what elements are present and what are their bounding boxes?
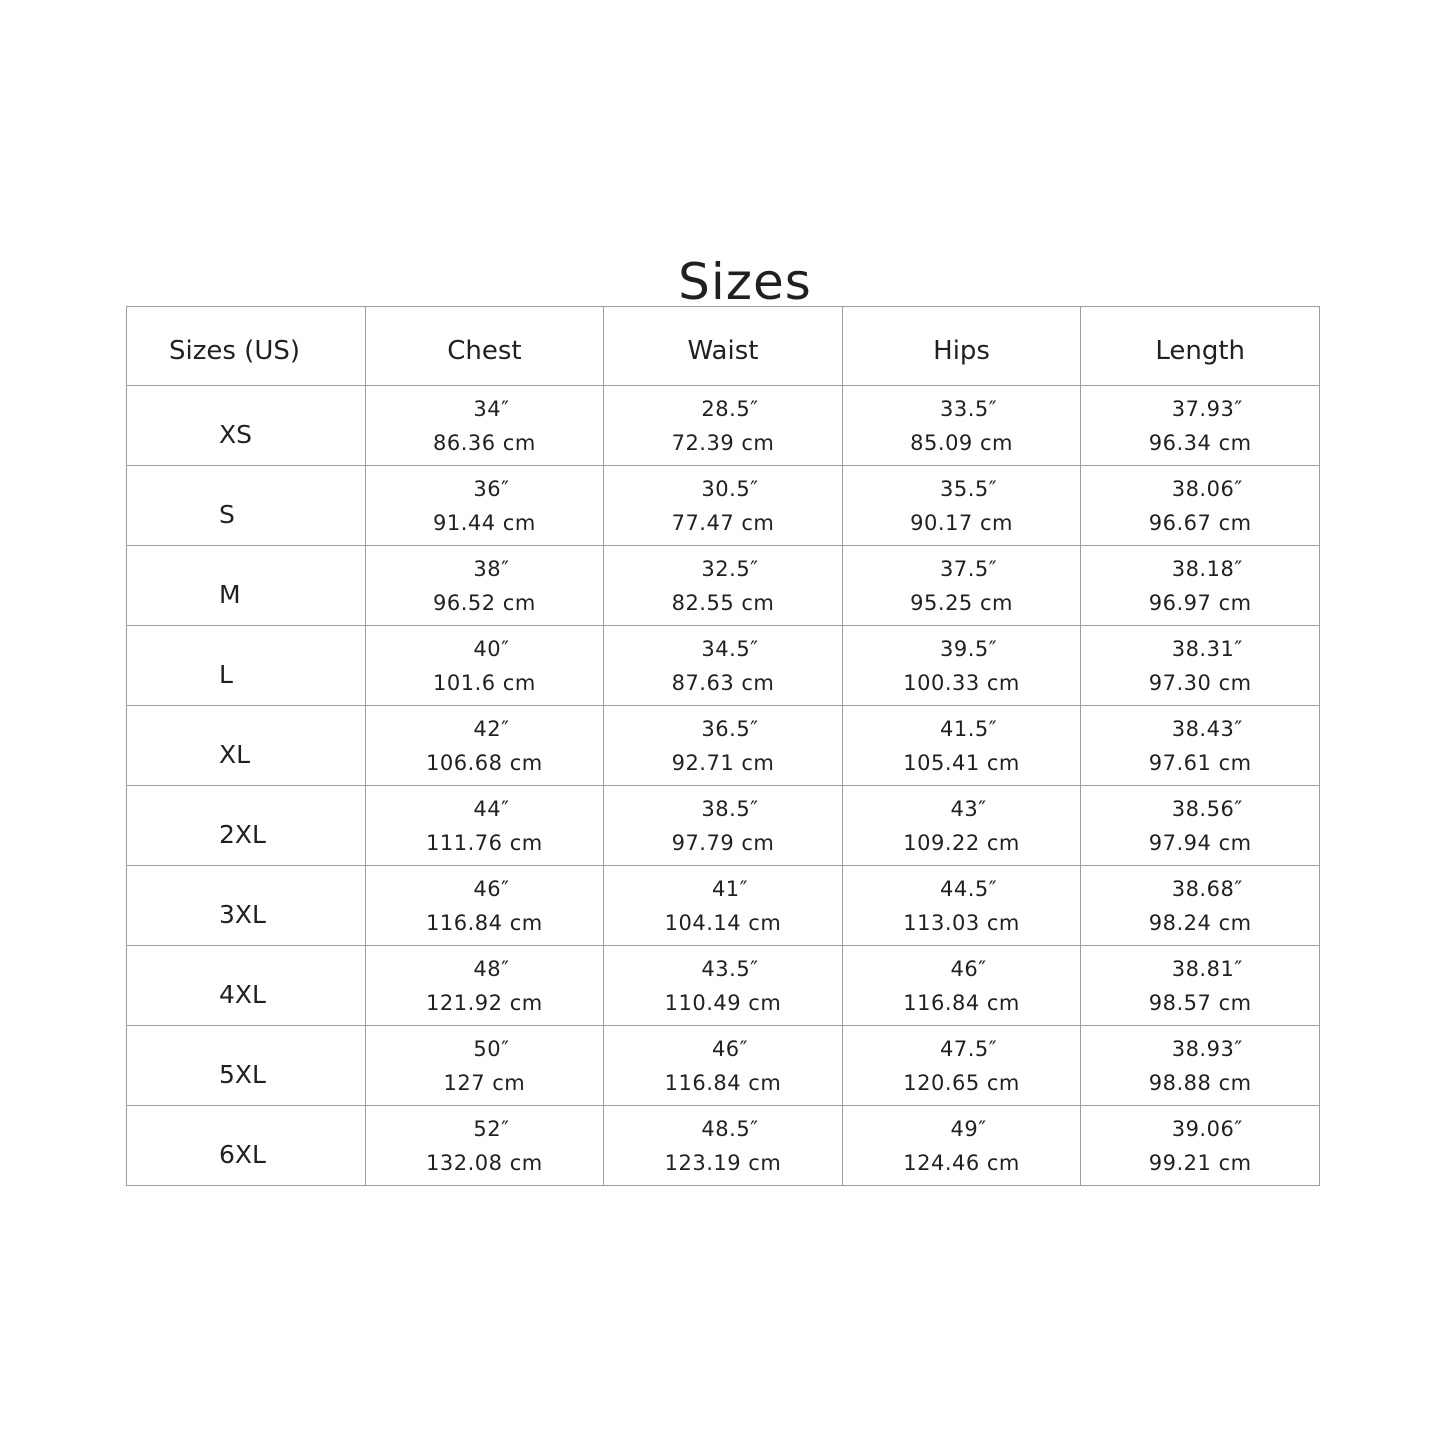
length-cell [1081, 1026, 1320, 1106]
length-cell [1081, 466, 1320, 546]
table-row [127, 786, 1320, 866]
chest-inches: 52″ [473, 1116, 510, 1141]
waist-centimeters: 116.84 cm [664, 1070, 782, 1095]
hips-centimeters: 109.22 cm [903, 830, 1020, 855]
table-row [127, 946, 1320, 1026]
chest-centimeters: 116.84 cm [426, 910, 543, 935]
size-label: 4XL [127, 946, 366, 1026]
chest-inches: 50″ [473, 1036, 510, 1061]
table-row [127, 1106, 1320, 1186]
hips-inches: 43″ [950, 796, 987, 821]
chest-inches: 40″ [473, 636, 510, 661]
size-label: 6XL [127, 1106, 366, 1186]
waist-inches: 30.5″ [701, 476, 759, 501]
chest-cell [365, 786, 604, 866]
hips-centimeters: 90.17 cm [910, 510, 1013, 535]
size-label: L [127, 626, 366, 706]
waist-cell [604, 706, 843, 786]
size-label: M [127, 546, 366, 626]
hips-inches: 49″ [950, 1116, 987, 1141]
column-header-waist: Waist [604, 307, 843, 386]
length-cell [1081, 706, 1320, 786]
chest-centimeters: 132.08 cm [426, 1150, 543, 1175]
hips-centimeters: 95.25 cm [910, 590, 1013, 615]
length-centimeters: 96.34 cm [1148, 430, 1252, 455]
waist-inches: 28.5″ [701, 396, 759, 421]
chest-cell [365, 706, 604, 786]
chest-inches: 34″ [473, 396, 510, 421]
length-inches: 38.56″ [1171, 796, 1243, 821]
length-inches: 38.43″ [1171, 716, 1243, 741]
waist-inches: 43.5″ [701, 956, 759, 981]
hips-cell [842, 706, 1081, 786]
hips-centimeters: 85.09 cm [910, 430, 1013, 455]
waist-cell [604, 1026, 843, 1106]
chest-cell [365, 546, 604, 626]
column-header-hips: Hips [842, 307, 1081, 386]
size-label: 5XL [127, 1026, 366, 1106]
column-header-size: Sizes (US) [127, 307, 366, 386]
chest-inches: 48″ [473, 956, 510, 981]
waist-centimeters: 123.19 cm [664, 1150, 782, 1175]
chest-cell [365, 626, 604, 706]
hips-inches: 46″ [950, 956, 987, 981]
waist-centimeters: 104.14 cm [664, 910, 782, 935]
length-centimeters: 99.21 cm [1148, 1150, 1252, 1175]
table-row [127, 386, 1320, 466]
waist-centimeters: 92.71 cm [671, 750, 775, 775]
chest-centimeters: 111.76 cm [426, 830, 543, 855]
chest-inches: 42″ [473, 716, 510, 741]
waist-centimeters: 77.47 cm [671, 510, 775, 535]
hips-cell [842, 1026, 1081, 1106]
waist-inches: 48.5″ [701, 1116, 759, 1141]
hips-inches: 39.5″ [940, 636, 998, 661]
chest-centimeters: 121.92 cm [426, 990, 543, 1015]
column-header-chest: Chest [365, 307, 604, 386]
chest-inches: 46″ [473, 876, 510, 901]
hips-centimeters: 105.41 cm [903, 750, 1020, 775]
waist-cell [604, 786, 843, 866]
waist-inches: 34.5″ [701, 636, 759, 661]
waist-inches: 36.5″ [701, 716, 759, 741]
table-row [127, 866, 1320, 946]
chest-cell [365, 466, 604, 546]
length-centimeters: 96.97 cm [1148, 590, 1252, 615]
chest-centimeters: 91.44 cm [432, 510, 536, 535]
length-cell [1081, 946, 1320, 1026]
length-inches: 38.06″ [1171, 476, 1243, 501]
hips-cell [842, 866, 1081, 946]
hips-cell [842, 786, 1081, 866]
chest-cell [365, 1026, 604, 1106]
length-cell [1081, 386, 1320, 466]
length-inches: 38.18″ [1171, 556, 1243, 581]
length-inches: 38.93″ [1171, 1036, 1243, 1061]
hips-centimeters: 124.46 cm [903, 1150, 1020, 1175]
hips-cell [842, 386, 1081, 466]
size-chart-table [126, 306, 1320, 1186]
waist-inches: 41″ [711, 876, 749, 901]
size-label: XS [127, 386, 366, 466]
waist-centimeters: 82.55 cm [671, 590, 775, 615]
hips-centimeters: 120.65 cm [903, 1070, 1020, 1095]
length-centimeters: 96.67 cm [1148, 510, 1252, 535]
waist-cell [604, 466, 843, 546]
length-inches: 38.31″ [1171, 636, 1243, 661]
hips-inches: 37.5″ [940, 556, 998, 581]
chest-cell [365, 386, 604, 466]
length-centimeters: 97.94 cm [1148, 830, 1252, 855]
hips-inches: 47.5″ [940, 1036, 998, 1061]
table-row [127, 626, 1320, 706]
chest-cell [365, 866, 604, 946]
length-cell [1081, 1106, 1320, 1186]
hips-inches: 41.5″ [940, 716, 998, 741]
length-centimeters: 98.24 cm [1148, 910, 1252, 935]
chest-centimeters: 96.52 cm [432, 590, 536, 615]
hips-cell [842, 946, 1081, 1026]
waist-cell [604, 866, 843, 946]
chest-cell [365, 1106, 604, 1186]
hips-centimeters: 100.33 cm [903, 670, 1020, 695]
length-cell [1081, 786, 1320, 866]
hips-cell [842, 1106, 1081, 1186]
hips-centimeters: 116.84 cm [903, 990, 1020, 1015]
waist-inches: 38.5″ [701, 796, 759, 821]
waist-centimeters: 72.39 cm [671, 430, 775, 455]
length-cell [1081, 546, 1320, 626]
table-row [127, 706, 1320, 786]
waist-cell [604, 546, 843, 626]
chest-inches: 36″ [473, 476, 510, 501]
waist-centimeters: 110.49 cm [664, 990, 782, 1015]
waist-centimeters: 97.79 cm [671, 830, 775, 855]
size-label: XL [127, 706, 366, 786]
hips-cell [842, 626, 1081, 706]
hips-inches: 33.5″ [940, 396, 998, 421]
table-row [127, 466, 1320, 546]
chest-inches: 44″ [473, 796, 510, 821]
chest-inches: 38″ [473, 556, 510, 581]
hips-cell [842, 466, 1081, 546]
table-row [127, 1026, 1320, 1106]
waist-inches: 32.5″ [701, 556, 759, 581]
table-body [127, 386, 1320, 1186]
column-header-length: Length [1081, 307, 1320, 386]
hips-centimeters: 113.03 cm [903, 910, 1020, 935]
table-row [127, 546, 1320, 626]
waist-inches: 46″ [711, 1036, 749, 1061]
length-inches: 39.06″ [1171, 1116, 1243, 1141]
chest-centimeters: 106.68 cm [426, 750, 543, 775]
chest-cell [365, 946, 604, 1026]
hips-inches: 35.5″ [940, 476, 998, 501]
length-centimeters: 98.88 cm [1148, 1070, 1252, 1095]
waist-cell [604, 946, 843, 1026]
chest-centimeters: 86.36 cm [432, 430, 536, 455]
hips-inches: 44.5″ [940, 876, 998, 901]
length-inches: 38.81″ [1171, 956, 1243, 981]
waist-cell [604, 386, 843, 466]
page-title: Sizes [678, 253, 812, 311]
length-centimeters: 97.61 cm [1148, 750, 1252, 775]
length-centimeters: 98.57 cm [1148, 990, 1252, 1015]
length-cell [1081, 866, 1320, 946]
length-inches: 38.68″ [1171, 876, 1243, 901]
waist-cell [604, 626, 843, 706]
chest-centimeters: 127 cm [443, 1070, 526, 1095]
table-header [127, 307, 1320, 386]
length-cell [1081, 626, 1320, 706]
waist-centimeters: 87.63 cm [671, 670, 775, 695]
hips-cell [842, 546, 1081, 626]
size-label: S [127, 466, 366, 546]
waist-cell [604, 1106, 843, 1186]
size-label: 2XL [127, 786, 366, 866]
length-centimeters: 97.30 cm [1148, 670, 1252, 695]
chest-centimeters: 101.6 cm [432, 670, 536, 695]
header-row [127, 307, 1320, 386]
length-inches: 37.93″ [1171, 396, 1243, 421]
size-label: 3XL [127, 866, 366, 946]
